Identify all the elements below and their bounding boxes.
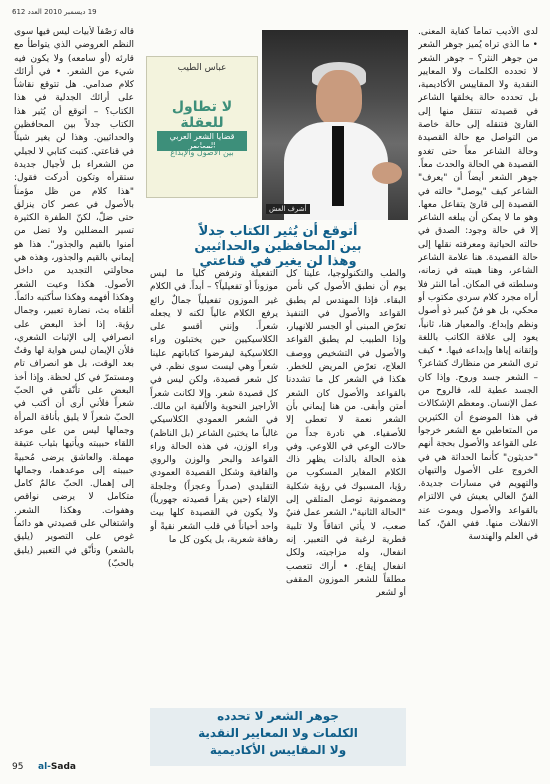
pull-quote-bottom-line-1: جوهر الشعر لا تحدده xyxy=(217,709,339,723)
column-right-text: لدى الأديب تماماً كفاية المعنى. • ما الذي تراه يُميز جوهر الشعر من جوهر النثر؟ – جوهر الشعر لا تحدده الكلمات ولا المعايير النقدية ولا المقاييس الأكاديمية، بل تحدده حالة يخلقها الشاعر في قصيدته تنتقل منها إلى القارئ فتنقله إلى حالة خاصة من التواصل مع حالة القصيدة وحالة الشاعر معاً حتى تغدو القصيدة هي الحالة والحدث معاً. جوهر الشعر أيضاً أن "يعرف" الشاعر كيف "يوصل" حالته في القصيدة إلى قارئ يتفاعل معها. وهو ما لا يمكن أن يبلغه الشاعر إلا في حالة وجود: الصدق في حالته الحياتية ومعرفته نقلها إلى حالة القصيدة. هنا علامة الشاعر الشاعر، وهنا هيبته في زمانه، وسلطته في المكان. أما النثر فلا أراه مجرد كلام سردي مكتوب أو محكي، بل هو فنٌ كبير ذو أصول ونظم وإبداع. والمعيار هنا، ثانياً، يعود إلى علاقة الكاتب باللغة وإتقانه إياها وإبداعه فيها. • كيف ترى الشعر من منظارك كشاعر؟ – الشعر جسد وروح. وإذا كان الجسد عطية لله، فالروح من عمل الإنسان. ومعظم الإشكالات في هذا الموضوع أن الكثيرين من المتعاطين مع الشعر خرجوا على القواعد والأصول بحجة أنهم "حديثون" كأنما الحداثة هي في الخروج على الأصول والتيهان والتهويم في مسارات جديدة. الفنّ العالي يعيش في الالتزام بالقواعد والأصول ويموت عند الانفلات منها. ففي الفنّ، كما في العلم والهندسة xyxy=(418,27,538,543)
photo-tie xyxy=(332,126,344,206)
page-footer xyxy=(10,760,540,776)
photo-hand xyxy=(372,162,402,184)
pull-quote-bottom xyxy=(150,708,406,766)
pull-quote-top xyxy=(150,224,406,268)
book-title: لا تطاول للعقلة xyxy=(171,99,233,131)
pull-quote-top-line-2: بين المحافظين والحداثيين xyxy=(194,239,362,254)
pull-quote-bottom-line-3: ولا المقاييس الأكاديمية xyxy=(209,743,347,757)
issue-date: 19 ديسمبر 2010 العدد 612 xyxy=(12,8,97,16)
article-column-middle-left xyxy=(150,268,278,700)
photo-credit: أشرف العش xyxy=(266,204,310,214)
book-subtitle-1: قضايا الشعر العربي المعاصر xyxy=(157,131,247,151)
article-column-right xyxy=(418,26,538,754)
column-middle-left-text: التفعيلة وترفض كلياً ما ليس موزوناً أو تفعيلياً؟ – أبداً. في الكلام غير الموزون تفعيلياً جمالٌ رائع يرفع الكلام عالياً لكنه لا يجعله شعراً. وإنني أقسو على الكلاسيكيين حين يختبئون وراء الكلاسيكية ليفرضوا كتاباتهم علينا شعراً وهي ليست سوى نظم. في كل شعر قصيدة، ولكن ليس في كل قصيدة شعر. وإلا لكانت شعراً الأراجيز النحوية والألفية ابن مالك. في الشعر العمودي الكلاسيكي غالباً ما يختبئ الشاعر (بل الناظم) وراء الوزن، في هذه الحالة وراء القواعد والبحر والوزن والروي والقافية وشكل القصيدة العمودي التقليدي (صدراً وعجزاً) وجلجلة الإلقاء (حين يقرأ قصيدته جهورياً) ولا يكون في القصيدة كلها بيت واحد أحياناً في قلب الشعر نقيةً أو رهافة شعرية، بل يكون كل ما xyxy=(150,269,278,545)
page-number: 95 xyxy=(12,762,24,772)
pull-quote-top-line-1: أتوقع أن يُثير الكتاب جدلاً xyxy=(198,224,358,239)
article-column-left xyxy=(14,26,134,754)
article-column-middle-right xyxy=(286,268,406,700)
pull-quote-bottom-line-2: الكلمات ولا المعايير النقدية xyxy=(198,726,358,740)
book-subtitle-2: بين الأصول والإبداع xyxy=(157,145,247,157)
photo-face xyxy=(316,70,362,126)
book-cover xyxy=(146,56,258,198)
page-header xyxy=(10,6,540,20)
column-left-text: قاله رَصْفاً لأبيات ليس فيها سوى النظم العروضي الذي يتواطأ مع قارئه (أو سامعه) ولا يكون فيه شيء من الشعر. • في أرائك كلام صدامي. هل تتوقع نقاشاً على أرائك الجدلية في هذا الكتاب؟ – أتوقع أن يُثير هذا الكتاب جدلاً بين المحافظين والحداثيين. وهذا لن يغير شيئاً في قناعتي. كتبت كتابي لا لجيلي من الشعراء بل لأجيال جديدة ستقرأه وتكون أدركت فقول: "هذا كلام من ظل مؤمناً بالأصول في عصر كان ينزلق حتى ضلّ، لكنّ الطفرة الكثيرة تسير المضللين ولا تضل من أمنوا بالقيم والجذور". هذا هو إيماني بالقيم والجذور، وهذه هي محاولتي التجديد من داخل الأصول. هكذا وعيت الشعر وهكذا أفهمه وهكذا سأكتبه دائماً. أتلقاه بث، نضارة تعبير، وجمال رؤية. إذا أخذ البعض على انصرافي إلى الإثبات الشعري، فلأن الإيمان ليس هواية لها وقتٌ بعد الوقت، بل هو انصراف تام ومستمرّ في كل لحظة. وإذا أخذ البعض على تأنّقي في الحبّ شعراً فلأني أرى أن أكتب في الحبّ شعراً لا يليق بأناقة المرأة وجمالها ليس من على موعد اللقاء حبيبته ويأتيها بثياب عتيقة مهملة. والعاشق يرضى مُحبيةً حبيبته إلى موعدهما، وجمالها إلى إهمال. الحبّ عالمٌ كامل متكامل لا يرضى نواقص وهفوات. وهكذا الشعر. واشتغالي على قصيدتي هو دائماً غوص على التصوير (يليق بالشعر) وتأنّق في التعبير (يليق بالحبّ) xyxy=(14,27,134,569)
book-author: عباس الطيب xyxy=(177,63,227,73)
brand-prefix: al- xyxy=(38,762,51,772)
brand-name: Sada xyxy=(50,762,76,772)
pull-quote-top-line-3: وهذا لن يغير في قناعتي xyxy=(199,254,357,269)
column-middle-right-text: والطب والتكنولوجيا، علينا كل يوم أن نطبق الأصول كي نأمن البقاء. فإذا المهندس لم يطبق القواعد والأصول في التنفيذ تعرّض المبنى أو الجسر للانهيار، وإذا الطبيب لم يطبق القواعد والأصول في التشخيص ووصف العلاج، تعرّض المريض للخطر. هكذا في الشعر كل ما تشددنا بالقواعد والأصول كان الشعر أمتن وأبقى. من هنا إيماني بأن الشعر نعمة لا تعطى إلا للأصفياء. هي نادرة جداً من حالات الوعي في اللاوعي. وفي هذه الحالة بالذات يظهر ذاك الكلام المغاير المسكوب من رؤيا، المسبوك في رؤية شكلية ومضمونية توصل المتلقي إلى "الحالة الثانية"، الشعر عمل فنيٌ صعب، لا يأتي اتفاقاً ولا تلبية قطرية لرغبة في التعبير. إنه انفعال، وله مزاجيته، ولكل انفعال إيقاع. • أراك تتعصب مطلقاً للشعر الموزون المقفى أو لشعر xyxy=(286,269,406,599)
poet-photo xyxy=(262,30,408,220)
magazine-brand xyxy=(38,762,76,772)
